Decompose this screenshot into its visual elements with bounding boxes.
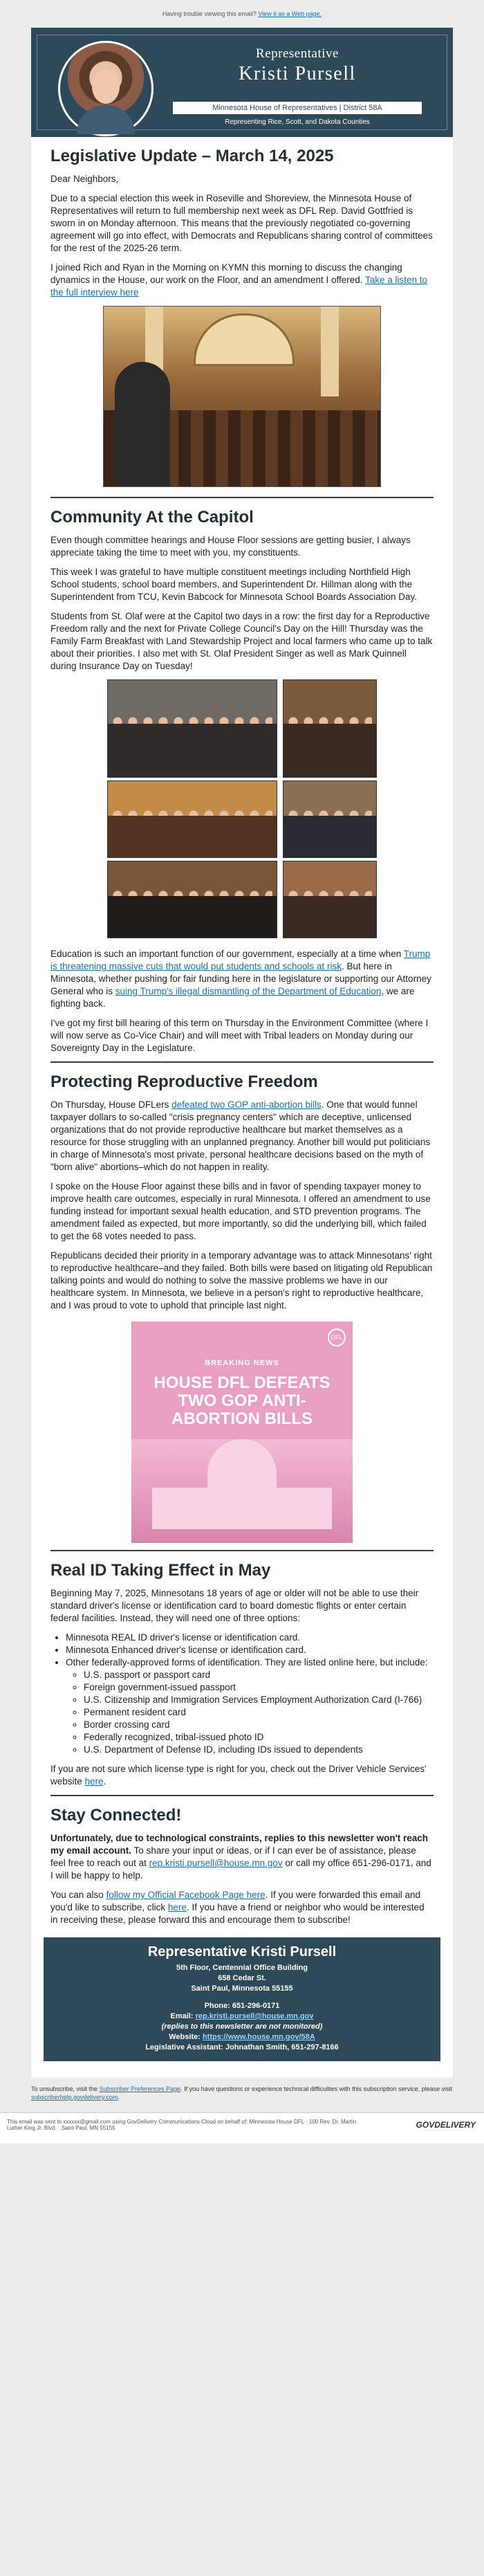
realid-sub-option: ◦ U.S. Citizenship and Immigration Services Employment Authorization Card (I-766) — [84, 1694, 434, 1706]
graphic-headline: HOUSE DFL DEFEATS TWO GOP ANTI-ABORTION BILLS — [153, 1373, 331, 1428]
update-p2-text: I joined Rich and Ryan in the Morning on KYMN this morning to discuss the changing dynamics in the House, our work on the Floor, and an amendment I offered. — [50, 262, 402, 285]
realid-option: • Minnesota REAL ID driver's license or identification card. — [66, 1632, 434, 1644]
repro-paragraph-2: I spoke on the House Floor against these bills and in favor of spending taxpayer money to improve health care outcomes, especially in rural Minnesota. I offered an amendment to use funding instead for important sexual health education, and STD prevention programs. The amendment failed as expected, but more importantly, so did the underlying bill, which failed to get the 68 votes needed to pass. — [50, 1181, 431, 1241]
footer — [31, 2078, 453, 2101]
header-frame — [37, 35, 447, 130]
realid-sub-option: ◦ Foreign government-issued passport — [84, 1681, 434, 1694]
realid-sub-options — [66, 1669, 434, 1756]
community-paragraph-4 — [50, 948, 434, 1010]
photo-figures — [108, 896, 277, 938]
contact-city: Saint Paul, Minnesota 55155 — [191, 1984, 293, 1993]
email-link[interactable]: rep.kristi.pursell@house.mn.gov — [149, 1858, 283, 1868]
footer-text-c: . — [118, 2094, 120, 2101]
realid-sub-option: ◦ U.S. passport or passport card — [84, 1669, 434, 1681]
constituent-photo — [107, 861, 277, 938]
connected-paragraph-2 — [50, 1889, 434, 1926]
subscriber-help-link[interactable]: subscriberhelp.govdelivery.com — [31, 2094, 118, 2101]
view-web-page-link[interactable]: View it as a Web page. — [258, 10, 322, 17]
defeated-bills-link[interactable]: defeated two GOP anti-abortion bills — [171, 1099, 322, 1110]
contact-website-label: Website: — [169, 2033, 203, 2041]
community-p4-b: . But here in Minnesota, whether pushing for fair funding here in the legislature or supporting our Attorney General who is — [50, 961, 431, 996]
connected-p1-bold: Unfortunately, due to technological constraints, replies to this newsletter won't reach my email account. — [50, 1833, 429, 1856]
constituent-photo — [283, 679, 377, 778]
community-paragraph-2: This week I was grateful to have multiple constituent meetings including Northfield High School students, school board members, and Superintendent Dr. Hillman along with the Superintendent from TCU, Kevin Babcock for Minnesota School Boards Association Day. — [50, 567, 418, 602]
contact-website-line — [50, 2032, 434, 2043]
contact-block — [44, 1937, 440, 2061]
interview-link[interactable]: Take a listen to the full interview here — [50, 275, 428, 298]
constituent-photo — [283, 780, 377, 858]
realid-option-text: Other federally-approved forms of identification. They are listed online here, but include: — [66, 1657, 428, 1668]
header-counties: Representing Rice, Scott, and Dakota Counties — [225, 118, 370, 126]
realid-paragraph-2 — [50, 1763, 434, 1788]
subscriber-preferences-link[interactable]: Subscriber Preferences Page — [99, 2085, 181, 2092]
constituent-photo — [283, 861, 377, 938]
contact-email-label: Email: — [170, 2012, 196, 2020]
preheader-text: Having trouble viewing this email? — [162, 10, 259, 17]
realid-sub-option: ◦ U.S. Department of Defense ID, including IDs issued to dependents — [84, 1744, 434, 1756]
community-paragraph-1: Even though committee hearings and House Floor sessions are getting busier, I always appreciate taking the time to meet with you, my constituents. — [50, 535, 411, 558]
contact-phone: Phone: 651-296-0171 — [204, 2002, 280, 2010]
constituent-photo — [107, 679, 277, 778]
repro-p1-a: On Thursday, House DFLers — [50, 1099, 172, 1110]
photo-figures — [283, 816, 376, 858]
dfl-logo: DFL — [328, 1328, 346, 1346]
repro-p1-b: . One that would funnel taxpayer dollars to so-called "crisis pregnancy centers" which are deceptive, unlicensed organizations that do not provide reproductive healthcare but market themselves as a resource for those struggling with an unplanned pregnancy. Another bill would put politicians in charge of Minnesota's most private, personal healthcare decisions based on the myth of "born alive" abortions–which do not happen in reality. — [50, 1099, 431, 1172]
connected-p2-a: You can also — [50, 1890, 106, 1900]
preheader — [0, 0, 484, 28]
footer-text-a: To unsubscribe, visit the — [31, 2085, 100, 2092]
repro-paragraph-1 — [50, 1099, 434, 1173]
photo-figures — [108, 724, 277, 777]
dvs-website-link[interactable]: here — [84, 1776, 104, 1787]
photo-figures — [283, 896, 376, 938]
header-name: Kristi Pursell — [239, 63, 356, 84]
breaking-news-label: BREAKING NEWS — [205, 1359, 279, 1367]
community-photo-grid — [107, 679, 377, 938]
contact-street: 658 Cedar St. — [218, 1974, 266, 1982]
contact-website-link[interactable]: https://www.house.mn.gov/58A — [202, 2033, 315, 2041]
connected-p1-a: To share your input or ideas, or if I can ever be of assistance, please feel free to reach out at — [50, 1845, 416, 1868]
header-district: Minnesota House of Representatives | District 58A — [173, 102, 422, 114]
govdelivery-text: This email was sent to xxxxxx@gmail.com using GovDelivery Communications Cloud on behalf of: Minnesota House DFL · 100 Rev. Dr. Martin Luther King Jr. Blvd. · Saint Paul, MN 55155 — [7, 2119, 357, 2131]
photo-figures — [283, 724, 376, 777]
representative-photo — [58, 41, 153, 136]
govdelivery-bar — [0, 2112, 484, 2144]
header-title: Representative — [256, 46, 339, 61]
footer-text-b: . If you have questions or experience technical difficulties with this subscription service, please visit — [180, 2085, 453, 2092]
contact-email-link[interactable]: rep.kristi.pursell@house.mn.gov — [195, 2012, 314, 2020]
contact-office: 5th Floor, Centennial Office Building — [176, 1964, 308, 1972]
realid-options-list — [50, 1632, 434, 1756]
photo-body — [77, 105, 135, 134]
contact-name: Representative Kristi Pursell — [147, 1944, 337, 1960]
contact-wrap — [31, 1933, 453, 2061]
update-heading: Legislative Update – March 14, 2025 — [50, 147, 334, 165]
connected-p2-c: . If you have a friend or neighbor who would be interested in receiving these, please forward this and encourage them to subscribe! — [50, 1902, 425, 1925]
repro-paragraph-3: Republicans decided their priority in a temporary advantage was to attack Minnesotans' right to reproductive healthcare–and they failed. Both bills were based on litigating old Republican talking points and would do nothing to solve the massive problems we have in our healthcare system. In Minnesota, we believe in a person's right to reproductive healthcare, and I was proud to vote to uphold that principle last night. — [50, 1250, 433, 1310]
photo-figures — [108, 816, 277, 858]
facebook-link[interactable]: follow my Official Facebook Page here — [106, 1890, 266, 1900]
update-paragraph-1: Due to a special election this week in Roseville and Shoreview, the Minnesota House of Representatives will return to full membership next week as DFL Rep. David Gottfried is sworn in on Monday afternoon. This means that the previously negotiated co-governing agreement will go into effect, with Democrats and Republicans sharing control of committees for the rest of the 2025-26 term. — [50, 193, 433, 253]
realid-sub-option: ◦ Permanent resident card — [84, 1706, 434, 1719]
realid-sub-option: ◦ Federally recognized, tribal-issued photo ID — [84, 1731, 434, 1744]
community-heading: Community At the Capitol — [50, 508, 254, 527]
community-paragraph-3: Students from St. Olaf were at the Capitol two days in a row: the first day for a Reproductive Freedom rally and the next for Private College Council's Day on the Hill! Thursday was the Family Farm Breakfast with Land Stewardship Project and local farmers who came up to talk about their priorities. I also met with St. Olaf President Singer as well as Mark Quinnell during Insurance Day on Tuesday! — [50, 611, 433, 671]
newsletter-content — [31, 137, 453, 1926]
newsletter-header — [31, 28, 453, 137]
repro-heading: Protecting Reproductive Freedom — [50, 1072, 318, 1091]
constituent-photo — [107, 780, 277, 858]
realid-p2-a: If you are not sure which license type is right for you, check out the Driver Vehicle Services' website — [50, 1764, 427, 1787]
realid-option — [66, 1656, 434, 1756]
subscribe-link[interactable]: here — [167, 1902, 187, 1912]
trump-cuts-link[interactable]: Trump is threatening massive cuts that would put students and schools at risk — [50, 949, 431, 971]
breaking-news-graphic — [131, 1322, 353, 1543]
govdelivery-logo: GOVDELIVERY — [416, 2120, 476, 2130]
update-paragraph-2 — [50, 262, 434, 299]
community-p4-c: , we are fighting back. — [50, 986, 415, 1009]
speaker-figure — [115, 362, 170, 486]
newsletter-container — [31, 28, 453, 2078]
connected-heading: Stay Connected! — [50, 1806, 182, 1825]
greeting: Dear Neighbors, — [50, 174, 119, 184]
realid-p2-b: . — [103, 1776, 106, 1787]
contact-assistant: Legislative Assistant: Johnathan Smith, 651-297-8166 — [145, 2043, 339, 2052]
contact-email-line — [50, 2011, 434, 2022]
connected-p1-b: or call my office 651-296-0171, and I will be happy to help. — [50, 1858, 431, 1881]
house-chamber-photo — [103, 306, 381, 487]
realid-option: • Minnesota Enhanced driver's license or identification card. — [66, 1644, 434, 1656]
realid-paragraph-1: Beginning May 7, 2025, Minnesotans 18 years of age or older will not be able to use their standard driver's license or identification card to board domestic flights or enter certain federal facilities. Instead, they will need one of three options: — [50, 1588, 419, 1623]
photo-face — [92, 69, 120, 104]
connected-paragraph-1 — [50, 1832, 434, 1882]
realid-heading: Real ID Taking Effect in May — [50, 1561, 271, 1580]
community-paragraph-5: I've got my first bill hearing of this term on Thursday in the Environment Committee (where I will now serve as Co-Vice Chair) and will meet with Tribal leaders on Monday during our Sovereignty Day in the Legislature. — [50, 1018, 429, 1053]
realid-sub-option: ◦ Border crossing card — [84, 1719, 434, 1731]
chamber-pillar — [321, 307, 339, 396]
contact-no-reply: (replies to this newsletter are not monitored) — [161, 2022, 323, 2031]
department-education-link[interactable]: suing Trump's illegal dismantling of the Department of Education — [115, 986, 382, 996]
community-p4-a: Education is such an important function of our government, especially at a time when — [50, 949, 404, 959]
connected-p2-b: . If you were forwarded this email and you'd like to subscribe, click — [50, 1890, 421, 1912]
chamber-dome — [194, 313, 295, 366]
